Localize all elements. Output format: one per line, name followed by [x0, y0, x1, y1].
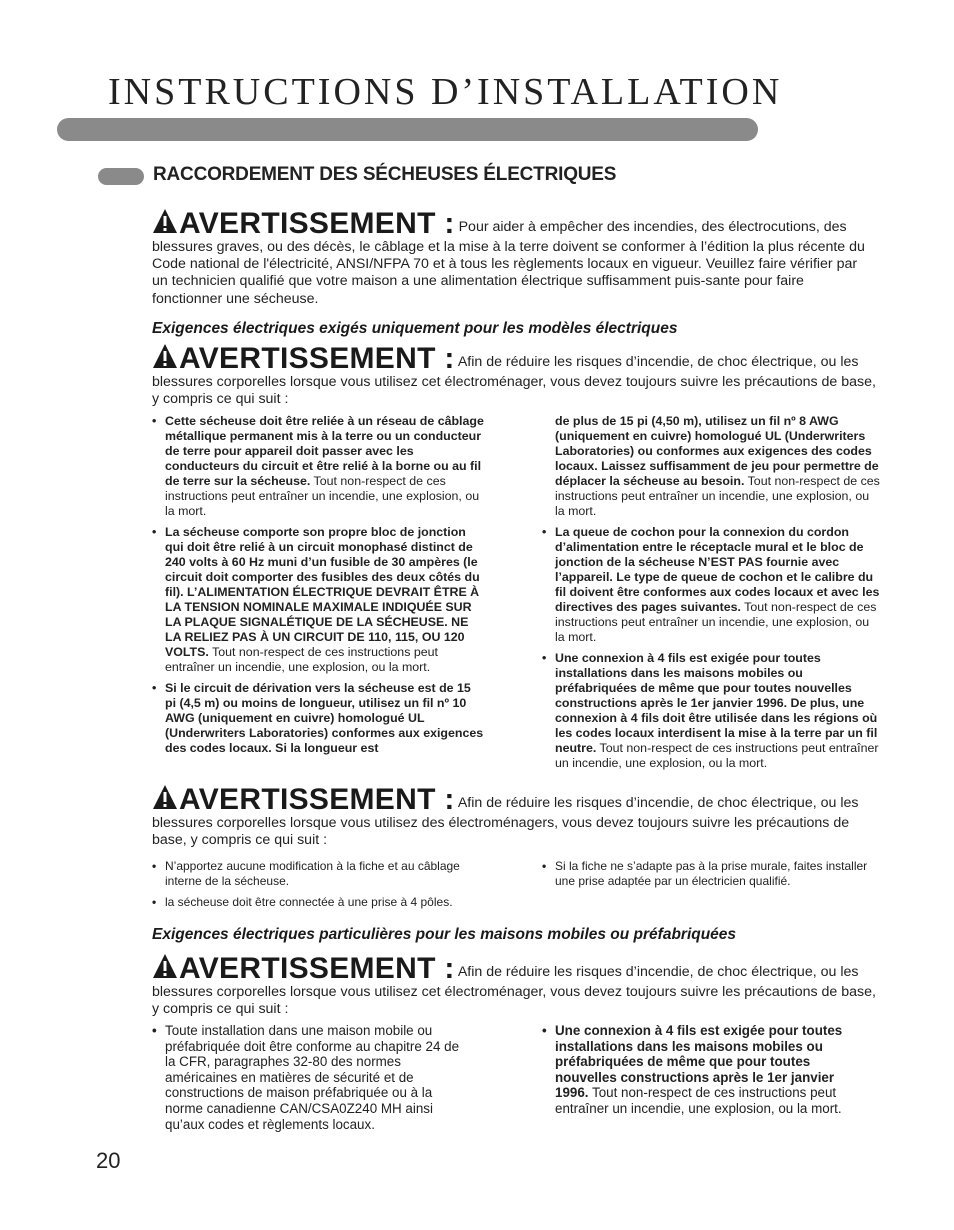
page-title: INSTRUCTIONS D’INSTALLATION — [108, 71, 783, 113]
list-item: • Une connexion à 4 fils est exigée pour toutes installations dans les maisons mobiles ou préfabriquées de même que pour toutes nouvelles constructions après le 1er janvier 1996. Tout non-respect de ces instructions peut entraîner un incendie, une explosion, ou la mort. — [542, 1023, 852, 1117]
warning-triangle-icon — [152, 953, 178, 979]
warning-triangle-icon — [152, 784, 178, 810]
warning-label: AVERTISSEMENT : — [179, 207, 455, 240]
warning-label: AVERTISSEMENT : — [179, 952, 455, 985]
warning-2-right-column — [542, 414, 882, 777]
warning-3-right-column — [542, 859, 874, 895]
warning-3-left-column — [152, 859, 484, 916]
section-heading: RACCORDEMENT DES SÉCHEUSES ÉLECTRIQUES — [153, 164, 617, 185]
list-item: • N’apportez aucune modification à la fiche et au câblage interne de la sécheuse. — [152, 859, 484, 889]
warning-text: Afin de réduire les risques d’incendie, de choc électrique, ou les blessures corporelles lorsque vous utilisez des électroménagers, vous devez toujours suivre les précautions de base, y compris ce qui suit : — [152, 795, 859, 849]
warning-label: AVERTISSEMENT : — [179, 783, 455, 816]
list-item: • La queue de cochon pour la connexion du cordon d’alimentation entre le réceptacle mural et le bloc de jonction de la sécheuse N’EST PAS fournie avec l’appareil. Le type de queue de cochon et le calibre du fil doivent être conformes aux codes locaux et avec les directives des pages suivantes. Tout non-respect de ces instructions peut entraîner un incendie, une explosion, ou la mort. — [542, 525, 882, 645]
list-item: • Toute installation dans une maison mobile ou préfabriquée doit être conforme au chapitre 24 de la CFR, paragraphes 32-80 des normes américaines en matières de sécurité et de constructions de maison préfabriquée ou à la norme canadienne CAN/CSA0Z240 MH ainsi qu’aux codes et règlements locaux. — [152, 1023, 470, 1132]
warning-text: Pour aider à empêcher des incendies, des électrocutions, des blessures graves, ou des décès, le câblage et la mise à la terre doivent se conformer à l’édition la plus récente du Code national de l'électricité, ANSI/NFPA 70 et à tous les règlements locaux en vigueur. Veuillez faire vérifier par un technicien qualifié que votre maison a une alimentation électrique suffisamment puis-sante pour faire fonctionner une sécheuse. — [152, 219, 865, 307]
warning-2-left-column — [152, 414, 484, 762]
warning-4-left-column — [152, 1023, 470, 1138]
warning-block-2 — [152, 343, 876, 408]
warning-block-3 — [152, 784, 876, 849]
list-item: • La sécheuse comporte son propre bloc de jonction qui doit être relié à un circuit monophasé distinct de 240 volts à 60 Hz muni d’un fusible de 30 ampères (le circuit doit comporter des fusibles des deux côtés du fil). L’ALIMENTATION ÉLECTRIQUE DEVRAIT ÊTRE À LA TENSION NOMINALE MAXIMALE INDIQUÉE SUR LA PLAQUE SIGNALÉTIQUE DE LA SÉCHEUSE. NE LA RELIEZ PAS À UN CIRCUIT DE 110, 115, OU 120 VOLTS. Tout non-respect de ces instructions peut entraîner un incendie, une explosion, ou la mort. — [152, 525, 484, 675]
list-item: • Une connexion à 4 fils est exigée pour toutes installations dans les maisons mobiles ou préfabriquées de même que pour toutes nouvelles constructions après le 1er janvier 1996. De plus, une connexion à 4 fils doit être utilisée dans les régions où les codes locaux interdisent la mise à la terre par un fil neutre. Tout non-respect de ces instructions peut entraîner un incendie, une explosion, ou la mort. — [542, 651, 882, 771]
warning-block-1 — [152, 208, 876, 308]
warning-label: AVERTISSEMENT : — [179, 342, 455, 375]
subheading-electric-models: Exigences électriques exigés uniquement pour les modèles électriques — [152, 320, 678, 337]
list-item: • Si le circuit de dérivation vers la sécheuse est de 15 pi (4,5 m) ou moins de longueur, utilisez un fil nº 10 AWG (uniquement en cuivre) homologué UL (Underwriters Laboratories) conformes aux exigences des codes locaux. Si la longueur est — [152, 681, 484, 756]
warning-4-right-column — [542, 1023, 852, 1123]
page-number: 20 — [96, 1148, 121, 1173]
warning-triangle-icon — [152, 208, 178, 234]
warning-text: Afin de réduire les risques d’incendie, de choc électrique, ou les blessures corporelles lorsque vous utilisez cet électroménager, vous devez toujours suivre les précautions de base, y compris ce qui suit : — [152, 964, 876, 1018]
list-item: de plus de 15 pi (4,50 m), utilisez un fil nº 8 AWG (uniquement en cuivre) homologué UL (Underwriters Laboratories) ou conformes aux exigences des codes locaux. Laissez suffisamment de jeu pour permettre de déplacer la sécheuse au besoin. Tout non-respect de ces instructions peut entraîner un incendie, une explosion, ou la mort. — [555, 414, 880, 518]
warning-triangle-icon — [152, 343, 178, 369]
list-item: • Cette sécheuse doit être reliée à un réseau de câblage métallique permanent mis à la terre ou un conducteur de terre pour appareil doit passer avec les conducteurs du circuit et être relié à la borne ou au fil de terre sur la sécheuse. Tout non-respect de ces instructions peut entraîner un incendie, une explosion, ou la mort. — [152, 414, 484, 519]
warning-text: Afin de réduire les risques d’incendie, de choc électrique, ou les blessures corporelles lorsque vous utilisez cet électroménager, vous devez toujours suivre les précautions de base, y compris ce qui suit : — [152, 354, 876, 408]
list-item: • Si la fiche ne s’adapte pas à la prise murale, faites installer une prise adaptée par un électricien qualifié. — [542, 859, 874, 889]
title-bar — [57, 118, 758, 141]
subheading-mobile-homes: Exigences électriques particulières pour les maisons mobiles ou préfabriquées — [152, 926, 737, 943]
section-pill — [98, 168, 144, 185]
warning-block-4 — [152, 953, 876, 1018]
list-item: • la sécheuse doit être connectée à une prise à 4 pôles. — [152, 895, 484, 910]
